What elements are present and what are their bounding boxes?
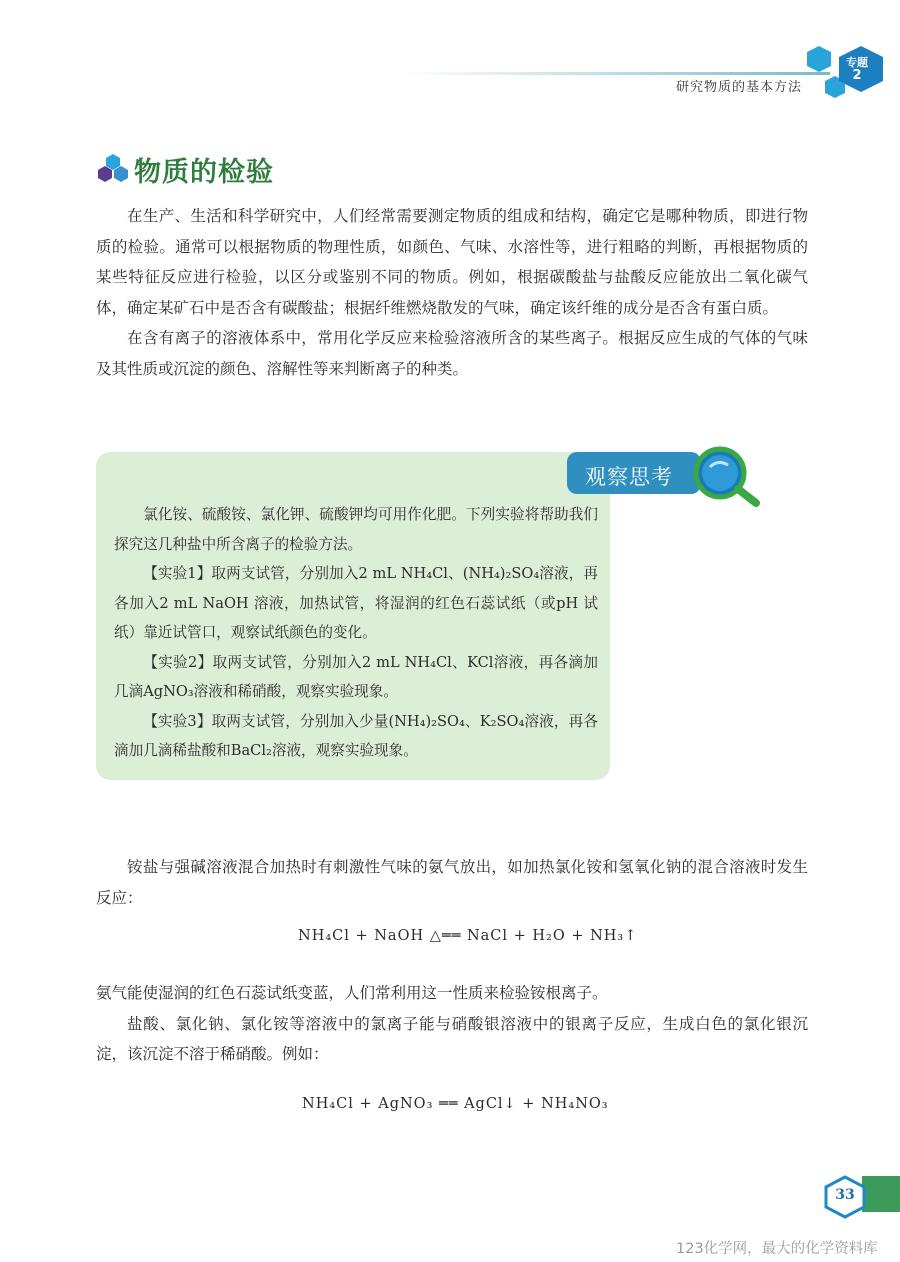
header-divider-line [400,72,830,75]
paragraph: 盐酸、氯化钠、氯化铵等溶液中的氯离子能与硝酸银溶液中的银离子反应，生成白色的氯化银沉淀，该沉淀不溶于稀硝酸。例如： [96,1014,808,1063]
equation-silver-chloride: NH₄Cl + AgNO₃ ══ AgCl↓ + NH₄NO₃ [302,1096,609,1112]
observe-intro: 氯化铵、硫酸铵、氯化钾、硫酸钾均可用作化肥。下列实验将帮助我们探究这几种盐中所含离子的检验方法。 [114,506,598,553]
topic-number-text: 2 [852,68,862,83]
observe-think-tag: 观察思考 [567,452,701,494]
topic-badge [843,56,871,82]
observe-think-content [114,500,598,766]
paragraph: 在含有离子的溶液体系中，常用化学反应来检验溶液所含的某些离子。根据反应生成的气体的气味及其性质或沉淀的颜色、溶解性等来判断离子的种类。 [96,329,808,378]
experiment-3: 【实验3】取两支试管，分别加入少量(NH₄)₂SO₄、K₂SO₄溶液，再各滴加几滴稀盐酸和BaCl₂溶液，观察实验现象。 [114,712,598,759]
paragraph: 铵盐与强碱溶液混合加热时有刺激性气味的氨气放出，如加热氯化铵和氢氧化钠的混合溶液时发生反应： [96,858,808,907]
section-title: 物质的检验 [134,157,274,188]
page-number: 33 [835,1187,855,1203]
chloride-text [96,978,808,1070]
topic-label-text: 专题 [846,56,868,69]
section-hexagon-icon [96,153,130,187]
chapter-subtitle: 研究物质的基本方法 [675,80,802,95]
equation-ammonia: NH₄Cl + NaOH △══ NaCl + H₂O + NH₃↑ [298,928,638,944]
watermark-text: 123化学网，最大的化学资料库 [676,1241,878,1257]
paragraph: 氨气能使湿润的红色石蕊试纸变蓝，人们常利用这一性质来检验铵根离子。 [96,984,608,1002]
experiment-1: 【实验1】取两支试管，分别加入2 mL NH₄Cl、(NH₄)₂SO₄溶液，再各加入2 mL NaOH 溶液，加热试管，将湿润的红色石蕊试纸（或pH 试纸）靠近试管口，观察试纸颜色的变化。 [114,565,598,641]
experiment-2: 【实验2】取两支试管，分别加入2 mL NH₄Cl、KCl溶液，再各滴加几滴AgNO₃溶液和稀硝酸，观察实验现象。 [114,653,598,700]
paragraph: 在生产、生活和科学研究中，人们经常需要测定物质的组成和结构，确定它是哪种物质，即进行物质的检验。通常可以根据物质的物理性质，如颜色、气味、水溶性等，进行粗略的判断，再根据物质的某些特征反应进行检验，以区分或鉴别不同的物质。例如，根据碳酸盐与盐酸反应能放出二氧化碳气体，确定某矿石中是否含有碳酸盐；根据纤维燃烧散发的气味，确定该纤维的成分是否含有蛋白质。 [96,207,808,317]
magnifier-icon [690,443,762,511]
ammonium-text [96,852,808,913]
intro-text [96,201,808,384]
